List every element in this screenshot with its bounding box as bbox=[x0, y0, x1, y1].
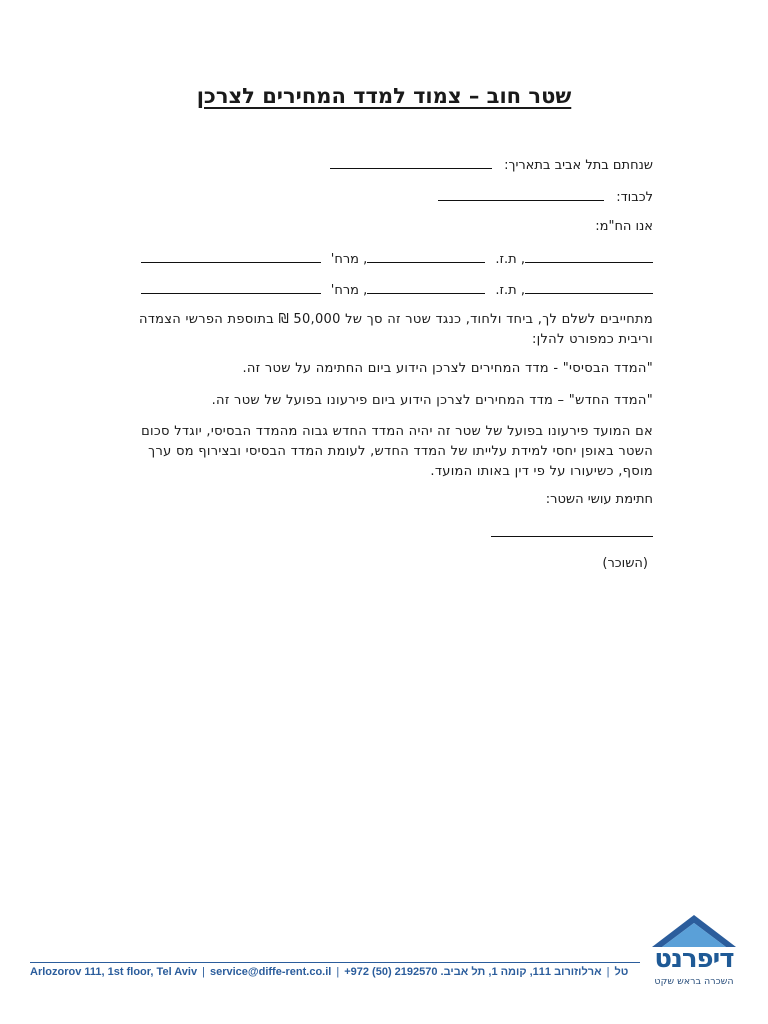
signature-line bbox=[491, 524, 653, 542]
signature-label: חתימת עושי השטר: bbox=[545, 492, 653, 507]
signer-1-id-label: , ת.ז. bbox=[495, 252, 525, 267]
signer-row-2 bbox=[141, 281, 653, 299]
logo-tagline: השכרה בראש שקט bbox=[654, 976, 734, 987]
signer-2-address-label: , מרח' bbox=[330, 283, 368, 298]
recipient-field[interactable] bbox=[438, 188, 604, 201]
signer-2-id-field[interactable] bbox=[367, 281, 485, 294]
issue-date-field[interactable] bbox=[330, 156, 492, 169]
footer-email[interactable]: service@diffe-rent.co.il bbox=[209, 966, 332, 978]
footer-divider bbox=[30, 962, 640, 963]
footer-address-he: ארלוזורוב 111, קומה 1, תל אביב bbox=[443, 966, 602, 978]
logo-name: דיפרנט bbox=[654, 944, 734, 974]
signer-2-name-field[interactable] bbox=[525, 281, 653, 294]
footer-contact: Arlozorov 111, 1st floor, Tel Aviv | service@diffe-rent.co.il | +972 (50) 2192570 .טל|ארלוזורוב 111, קומה 1, תל אביב bbox=[30, 966, 629, 978]
recipient-line bbox=[438, 188, 653, 206]
signature-field[interactable] bbox=[491, 524, 653, 537]
undersigned-line bbox=[595, 219, 653, 235]
issue-date-line bbox=[330, 156, 653, 174]
signer-role: (השוכר) bbox=[602, 556, 648, 571]
signer-2-address-field[interactable] bbox=[141, 281, 321, 294]
signer-2-id-label: , ת.ז. bbox=[495, 283, 525, 298]
signer-1-name-field[interactable] bbox=[525, 250, 653, 263]
issue-date-label: שנחתם בתל אביב בתאריך: bbox=[504, 158, 653, 173]
document-title: שטר חוב – צמוד למדד המחירים לצרכן bbox=[196, 84, 572, 108]
recipient-label: לכבוד: bbox=[616, 190, 653, 205]
signer-1-address-label: , מרח' bbox=[330, 252, 368, 267]
footer-phone: +972 (50) 2192570 .טל bbox=[344, 966, 629, 978]
new-index-definition: "המדד החדש" – מדד המחירים לצרכן הידוע ביום פירעונו בפועל של שטר זה. bbox=[211, 393, 653, 408]
obligation-paragraph: מתחייבים לשלם לך, ביחד ולחוד, כנגד שטר זה סך של 50,000 ₪ בתוספת הפרשי הצמדה וריבית כמפורט להלן: bbox=[138, 312, 653, 347]
undersigned-label: אנו הח"מ: bbox=[595, 219, 653, 234]
base-index-definition: "המדד הבסיסי" - מדד המחירים לצרכן הידוע ביום החתימה על שטר זה. bbox=[242, 361, 653, 376]
footer-address-en: Arlozorov 111, 1st floor, Tel Aviv bbox=[30, 966, 198, 978]
signer-1-address-field[interactable] bbox=[141, 250, 321, 263]
signer-1-id-field[interactable] bbox=[367, 250, 485, 263]
adjustment-paragraph: אם המועד פירעונו בפועל של שטר זה יהיה המדד החדש גבוה מהמדד הבסיסי, יוגדל סכום השטר באופן יחסי למידת עלייתו של המדד החדש, לעומת המדד הבסיסי ובצירוף מס ערך מוסף, כשיעורו על פי דין באותו המועד. bbox=[141, 424, 653, 479]
signer-row-1 bbox=[141, 250, 653, 268]
